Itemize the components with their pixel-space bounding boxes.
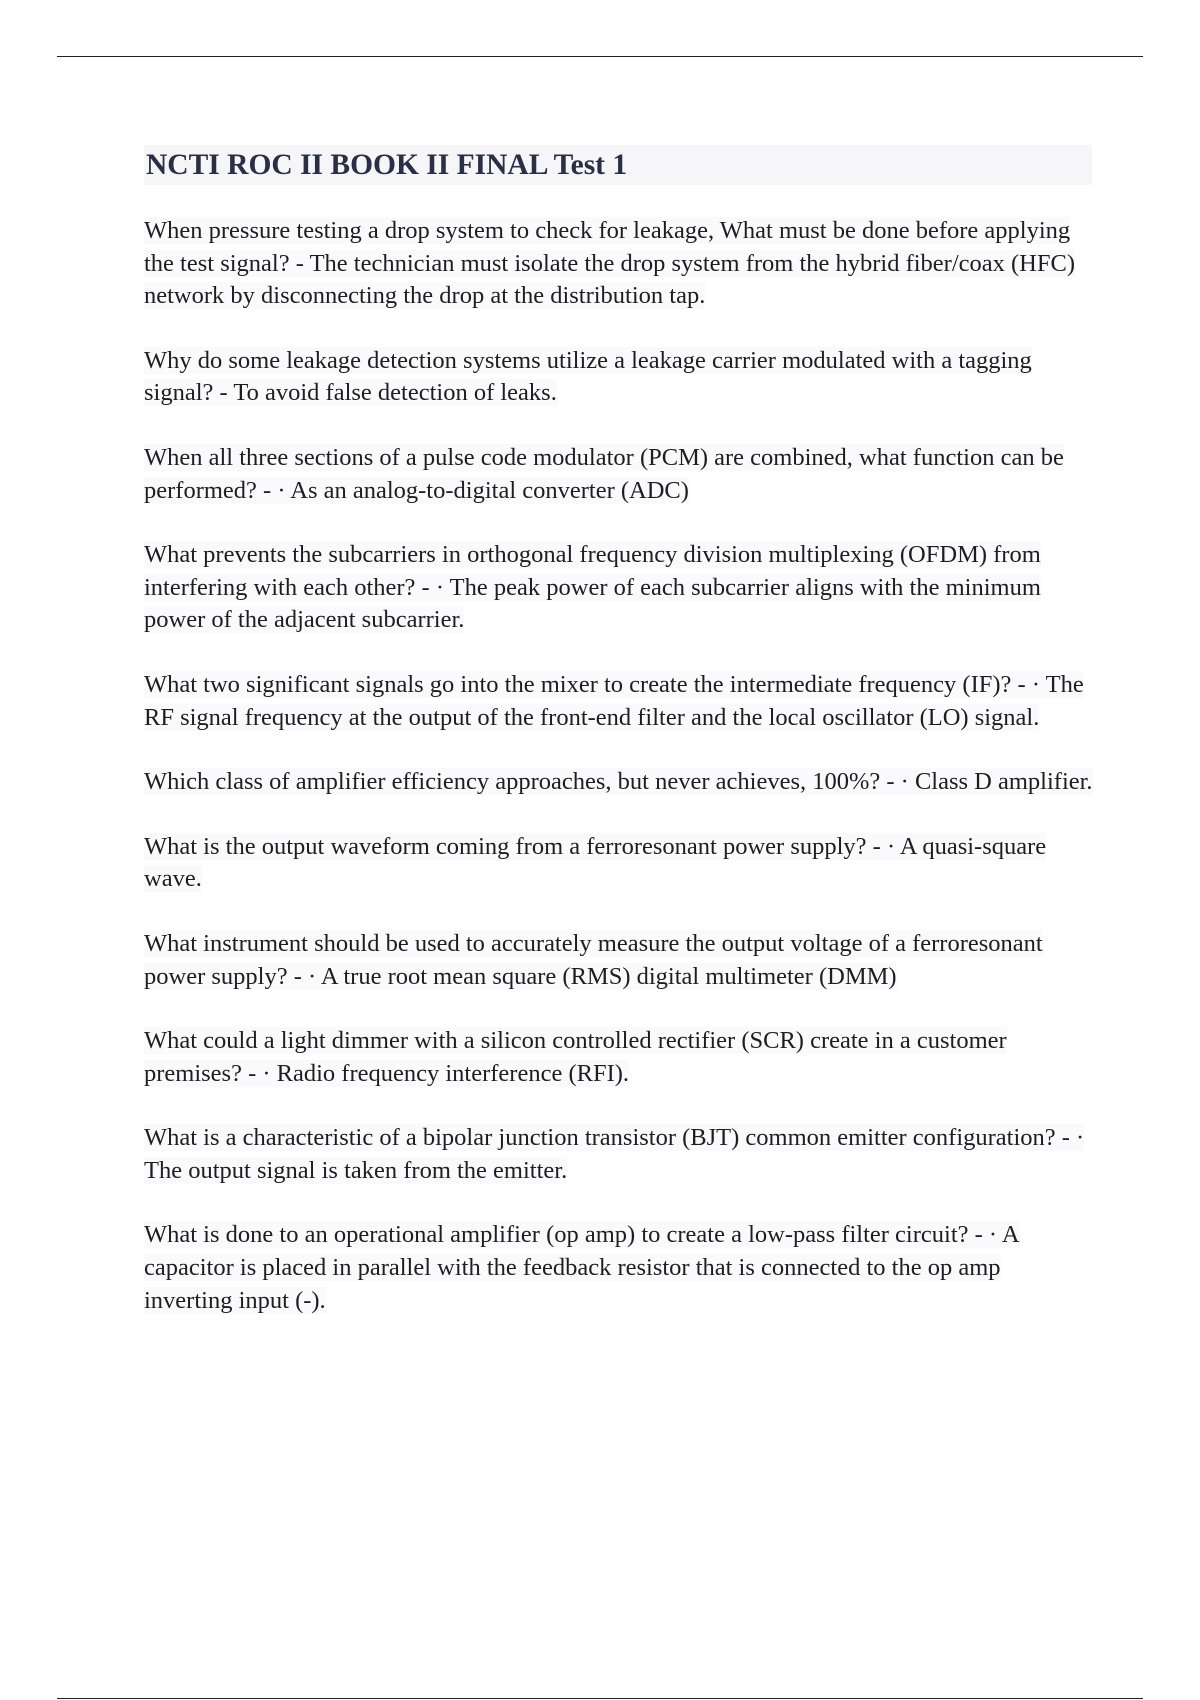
qa-text: What could a light dimmer with a silicon controlled rectifier (SCR) create in a customer premises? - · Radio frequency interference (RFI). [144,1027,1007,1087]
qa-list [144,215,1094,1317]
qa-text: When all three sections of a pulse code modulator (PCM) are combined, what function can be performed? - · As an analog-to-digital converter (ADC) [144,443,1064,504]
qa-text: Why do some leakage detection systems utilize a leakage carrier modulated with a tagging signal? - To avoid false detection of leaks. [144,346,1032,407]
qa-text: Which class of amplifier efficiency approaches, but never achieves, 100%? - · Class D amplifier. [144,768,1093,796]
qa-text: What is done to an operational amplifier (op amp) to create a low-pass filter circuit? - · A capacitor is placed in parallel with the feedback resistor that is connected to the op amp inverting input (-). [144,1221,1020,1314]
qa-item [144,1122,1094,1187]
document-title: NCTI ROC II BOOK II FINAL Test 1 [144,145,1092,185]
qa-item [144,345,1094,410]
header-rule [57,56,1143,57]
qa-item [144,766,1094,799]
qa-item [144,215,1094,313]
qa-item [144,442,1094,507]
qa-text: What is a characteristic of a bipolar junction transistor (BJT) common emitter configuration? - · The output signal is taken from the emitter. [144,1124,1085,1184]
qa-item [144,539,1094,637]
qa-text: When pressure testing a drop system to check for leakage, What must be done before applying the test signal? - The technician must isolate the drop system from the hybrid fiber/coax (HFC) network by disconnecting the drop at the distribution tap. [144,217,1075,310]
qa-item [144,928,1094,993]
qa-text: What two significant signals go into the mixer to create the intermediate frequency (IF)? - · The RF signal frequency at the output of the front-end filter and the local oscillator (LO) signal. [144,670,1084,731]
qa-text: What instrument should be used to accurately measure the output voltage of a ferroresonant power supply? - · A true root mean square (RMS) digital multimeter (DMM) [144,929,1043,990]
qa-item [144,1025,1094,1090]
qa-text: What prevents the subcarriers in orthogonal frequency division multiplexing (OFDM) from interfering with each other? - · The peak power of each subcarrier aligns with the minimum power of the adjacent subcarrier. [144,541,1041,634]
qa-item [144,669,1094,734]
footer-rule [57,1698,1143,1699]
qa-text: What is the output waveform coming from a ferroresonant power supply? - · A quasi-square wave. [144,832,1047,893]
qa-item [144,1219,1094,1317]
document-page [144,145,1094,1349]
qa-item [144,831,1094,896]
